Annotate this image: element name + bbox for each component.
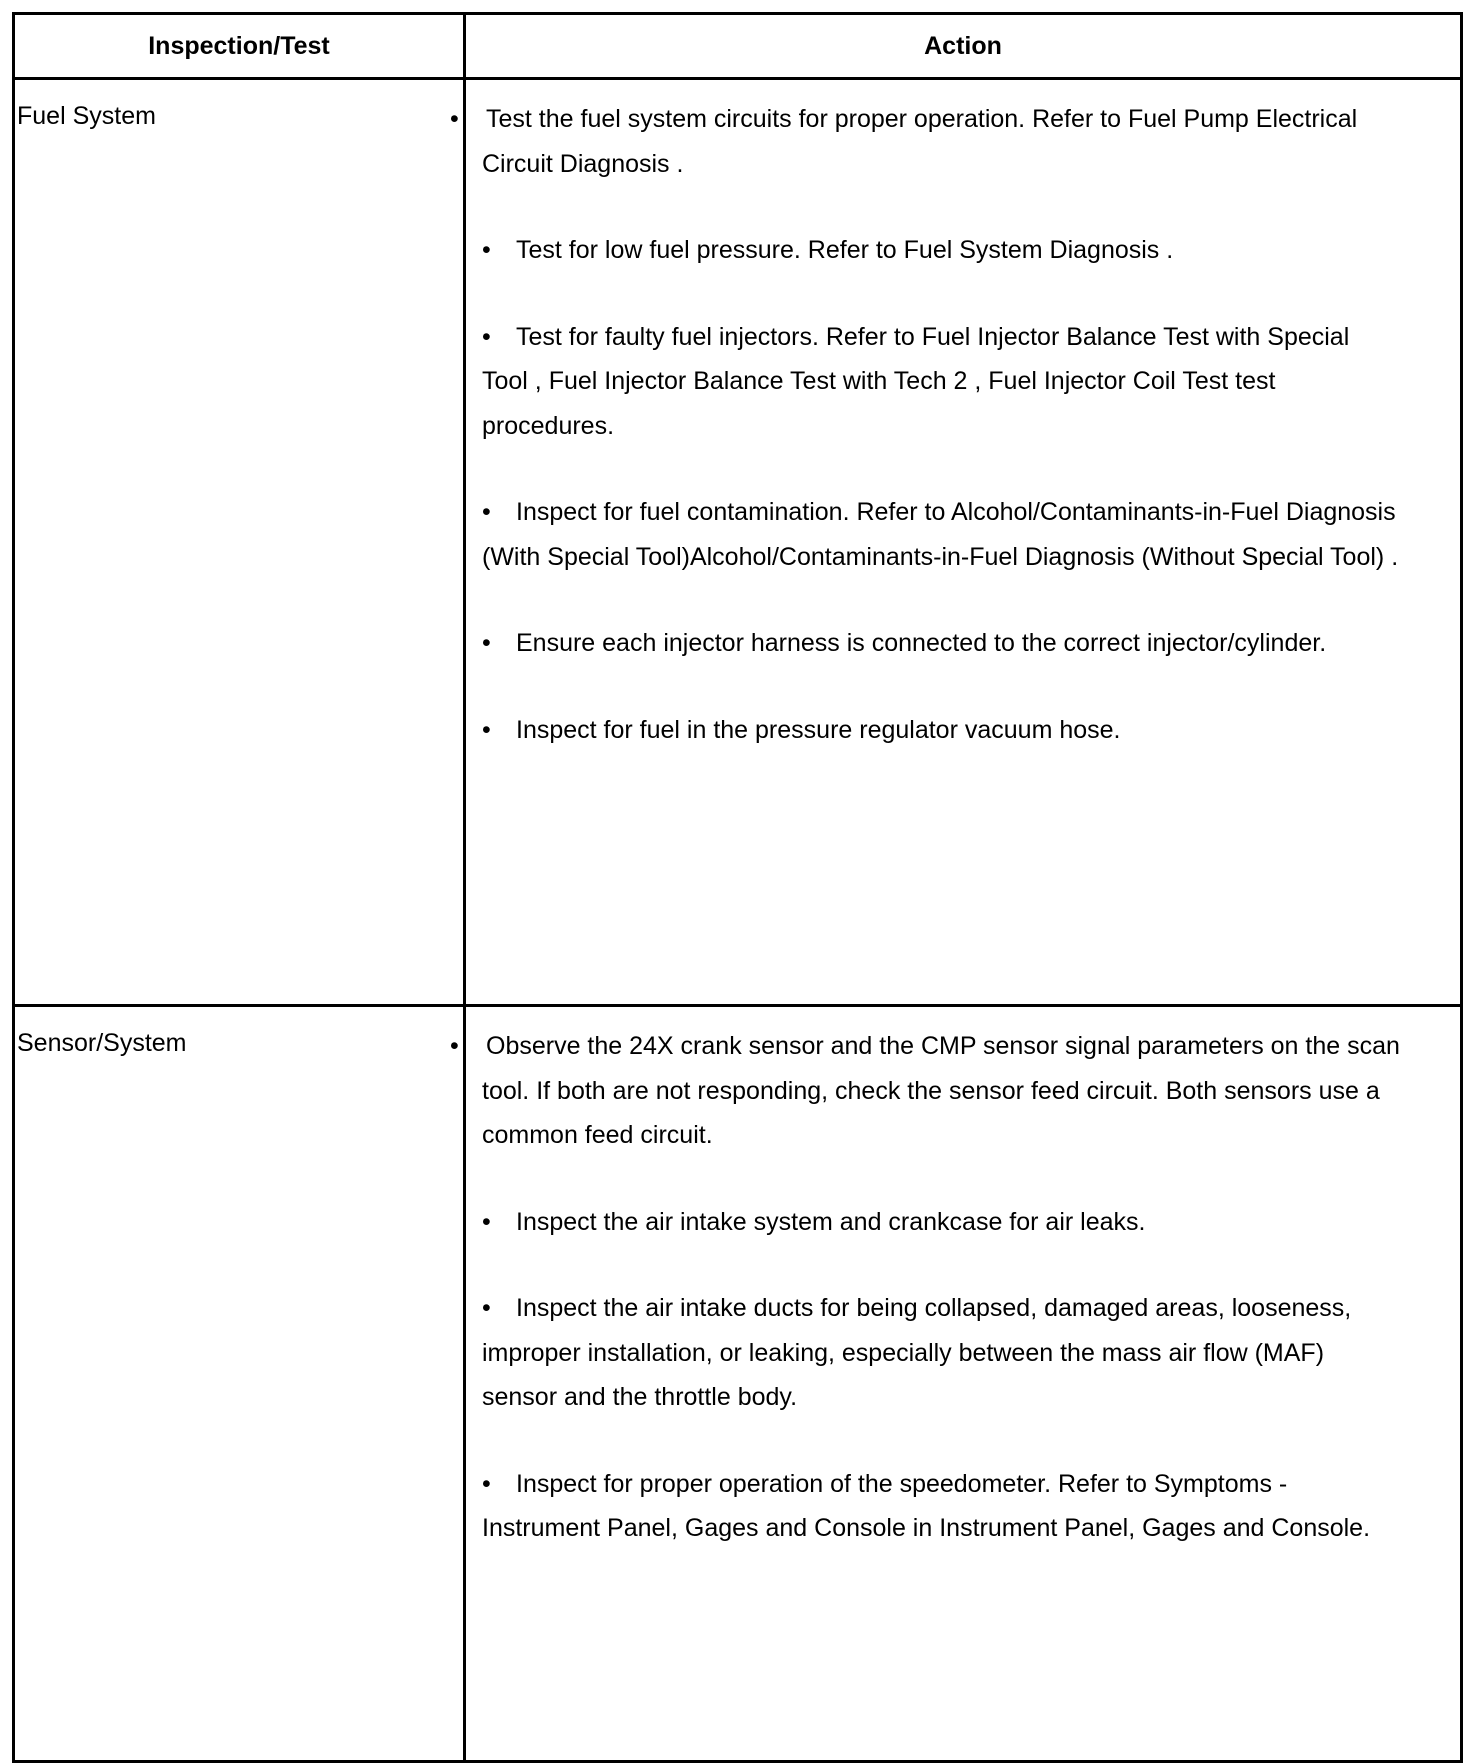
bullet-icon: • [482, 1294, 491, 1322]
action-text: Inspect the air intake system and crankcase for air leaks. [516, 1207, 1146, 1236]
action-list [450, 97, 1460, 752]
table-row-fuel-system [14, 79, 1462, 1006]
bullet-icon: • [482, 1207, 491, 1236]
action-text: Inspect for proper operation of the speedometer. Refer to Symptoms - Instrument Panel, Gages and Console in Instrument Panel, Gages and Console. [482, 1469, 1371, 1542]
list-item [466, 708, 1460, 753]
list-item [466, 1200, 1460, 1245]
bullet-icon: • [482, 1469, 491, 1498]
bullet-icon: • [450, 105, 459, 133]
list-item [450, 1024, 1460, 1158]
action-text: Test the fuel system circuits for proper operation. Refer to Fuel Pump Electrical Circuit Diagnosis . [482, 105, 1358, 178]
list-item [466, 490, 1460, 579]
bullet-icon: • [482, 715, 491, 744]
action-text: Ensure each injector harness is connected to the correct injector/cylinder. [516, 629, 1327, 657]
row-label-sensor-system: Sensor/System [14, 1006, 465, 1762]
list-item [466, 228, 1460, 273]
list-item [466, 1462, 1460, 1551]
bullet-icon: • [482, 322, 491, 351]
list-item [466, 621, 1460, 666]
list-item [450, 97, 1460, 186]
bullet-icon: • [482, 236, 491, 264]
action-text: Test for faulty fuel injectors. Refer to Fuel Injector Balance Test with Special Tool , Fuel Injector Balance Test with Tech 2 , Fuel Injector Coil Test test procedures. [482, 322, 1350, 440]
list-item [466, 315, 1460, 449]
inspection-action-table [12, 12, 1463, 1763]
header-inspection-test: Inspection/Test [14, 14, 465, 79]
table-header-row [14, 14, 1462, 79]
list-item [466, 1286, 1460, 1420]
row-actions-sensor-system [450, 1006, 1462, 1762]
bullet-icon: • [482, 498, 491, 526]
action-list [450, 1024, 1460, 1551]
row-label-fuel-system: Fuel System [14, 79, 465, 1006]
header-action: Action [465, 14, 1462, 79]
action-text: Inspect for fuel in the pressure regulator vacuum hose. [516, 715, 1121, 744]
table-row-sensor-system [14, 1006, 1462, 1762]
action-text: Test for low fuel pressure. Refer to Fuel System Diagnosis . [516, 236, 1174, 264]
bullet-icon: • [482, 629, 491, 657]
action-text: Observe the 24X crank sensor and the CMP sensor signal parameters on the scan tool. If both are not responding, check the sensor feed circuit. Both sensors use a common feed circuit. [482, 1032, 1400, 1149]
action-text: Inspect the air intake ducts for being collapsed, damaged areas, looseness, improper installation, or leaking, especially between the mass air flow (MAF) sensor and the throttle body. [482, 1294, 1352, 1411]
action-text: Inspect for fuel contamination. Refer to Alcohol/Contaminants-in-Fuel Diagnosis (With Special Tool)Alcohol/Contaminants-in-Fuel Diagnosis (Without Special Tool) . [482, 498, 1399, 571]
bullet-icon: • [450, 1032, 459, 1060]
row-actions-fuel-system [450, 79, 1462, 1006]
